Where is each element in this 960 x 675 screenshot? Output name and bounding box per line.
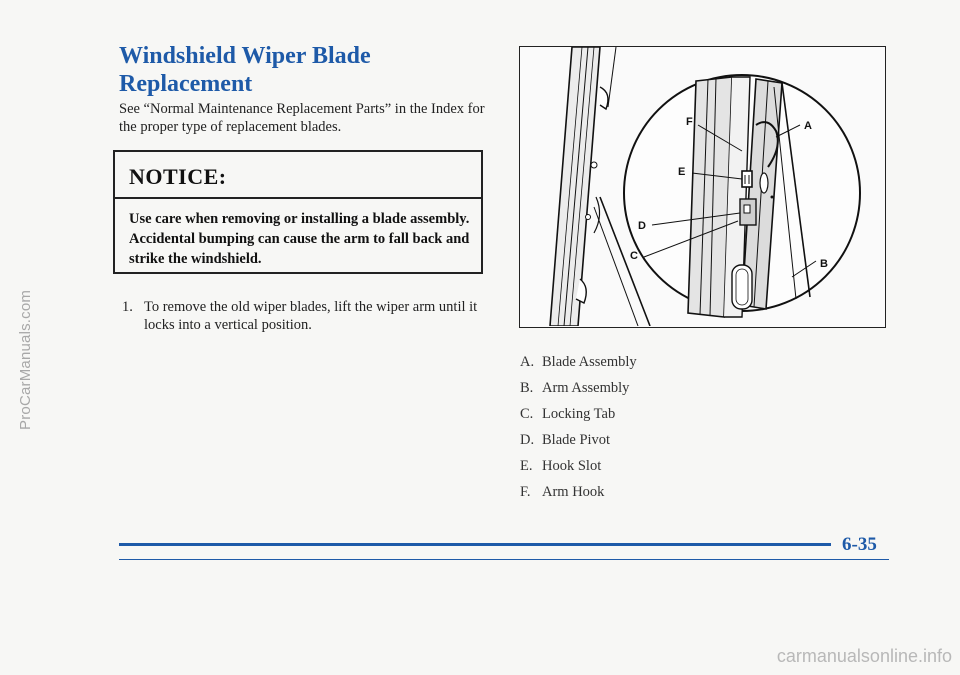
legend-letter: C. bbox=[520, 406, 534, 422]
step-number: 1. bbox=[122, 299, 133, 315]
legend-item bbox=[520, 482, 637, 508]
callout-e: E bbox=[678, 166, 686, 178]
legend-label: Blade Pivot bbox=[542, 432, 611, 448]
notice-box bbox=[113, 150, 483, 274]
legend-label: Locking Tab bbox=[542, 406, 616, 422]
legend-item bbox=[520, 352, 637, 378]
footer-rule-thin bbox=[119, 559, 889, 560]
step-item bbox=[122, 298, 492, 334]
side-watermark: ProCarManuals.com bbox=[17, 289, 34, 430]
legend-letter: D. bbox=[520, 432, 535, 448]
legend-letter: A. bbox=[520, 354, 535, 370]
notice-heading: NOTICE: bbox=[115, 152, 481, 199]
callout-d: D bbox=[638, 220, 646, 232]
legend-item bbox=[520, 404, 637, 430]
step-text: To remove the old wiper blades, lift the wiper arm until it locks into a vertical position. bbox=[144, 299, 478, 333]
legend-letter: E. bbox=[520, 458, 533, 474]
wiper-blade-illustration bbox=[520, 47, 884, 326]
legend-letter: F. bbox=[520, 484, 531, 500]
footer-rule-thick bbox=[119, 543, 831, 546]
legend-label: Blade Assembly bbox=[542, 354, 637, 370]
notice-body: Use care when removing or installing a blade assembly. Accidental bumping can cause the arm to fall back and strike the windshield. bbox=[129, 211, 470, 267]
legend-label: Arm Hook bbox=[542, 484, 605, 500]
callout-c: C bbox=[630, 250, 638, 262]
intro-paragraph: See “Normal Maintenance Replacement Parts” in the Index for the proper type of replacement blades. bbox=[119, 101, 485, 135]
footer-watermark: carmanualsonline.info bbox=[776, 646, 952, 666]
section-title: Windshield Wiper Blade Replacement bbox=[119, 43, 371, 97]
page-number: 6-35 bbox=[842, 534, 877, 555]
callout-b: B bbox=[820, 258, 828, 270]
legend-label: Hook Slot bbox=[542, 458, 602, 474]
legend-item bbox=[520, 456, 637, 482]
wiper-diagram bbox=[519, 46, 886, 328]
legend-letter: B. bbox=[520, 380, 534, 396]
callout-a: A bbox=[804, 120, 812, 132]
legend-item bbox=[520, 378, 637, 404]
legend-item bbox=[520, 430, 637, 456]
legend-label: Arm Assembly bbox=[542, 380, 630, 396]
callout-f: F bbox=[686, 116, 693, 128]
figure-legend bbox=[520, 352, 637, 508]
